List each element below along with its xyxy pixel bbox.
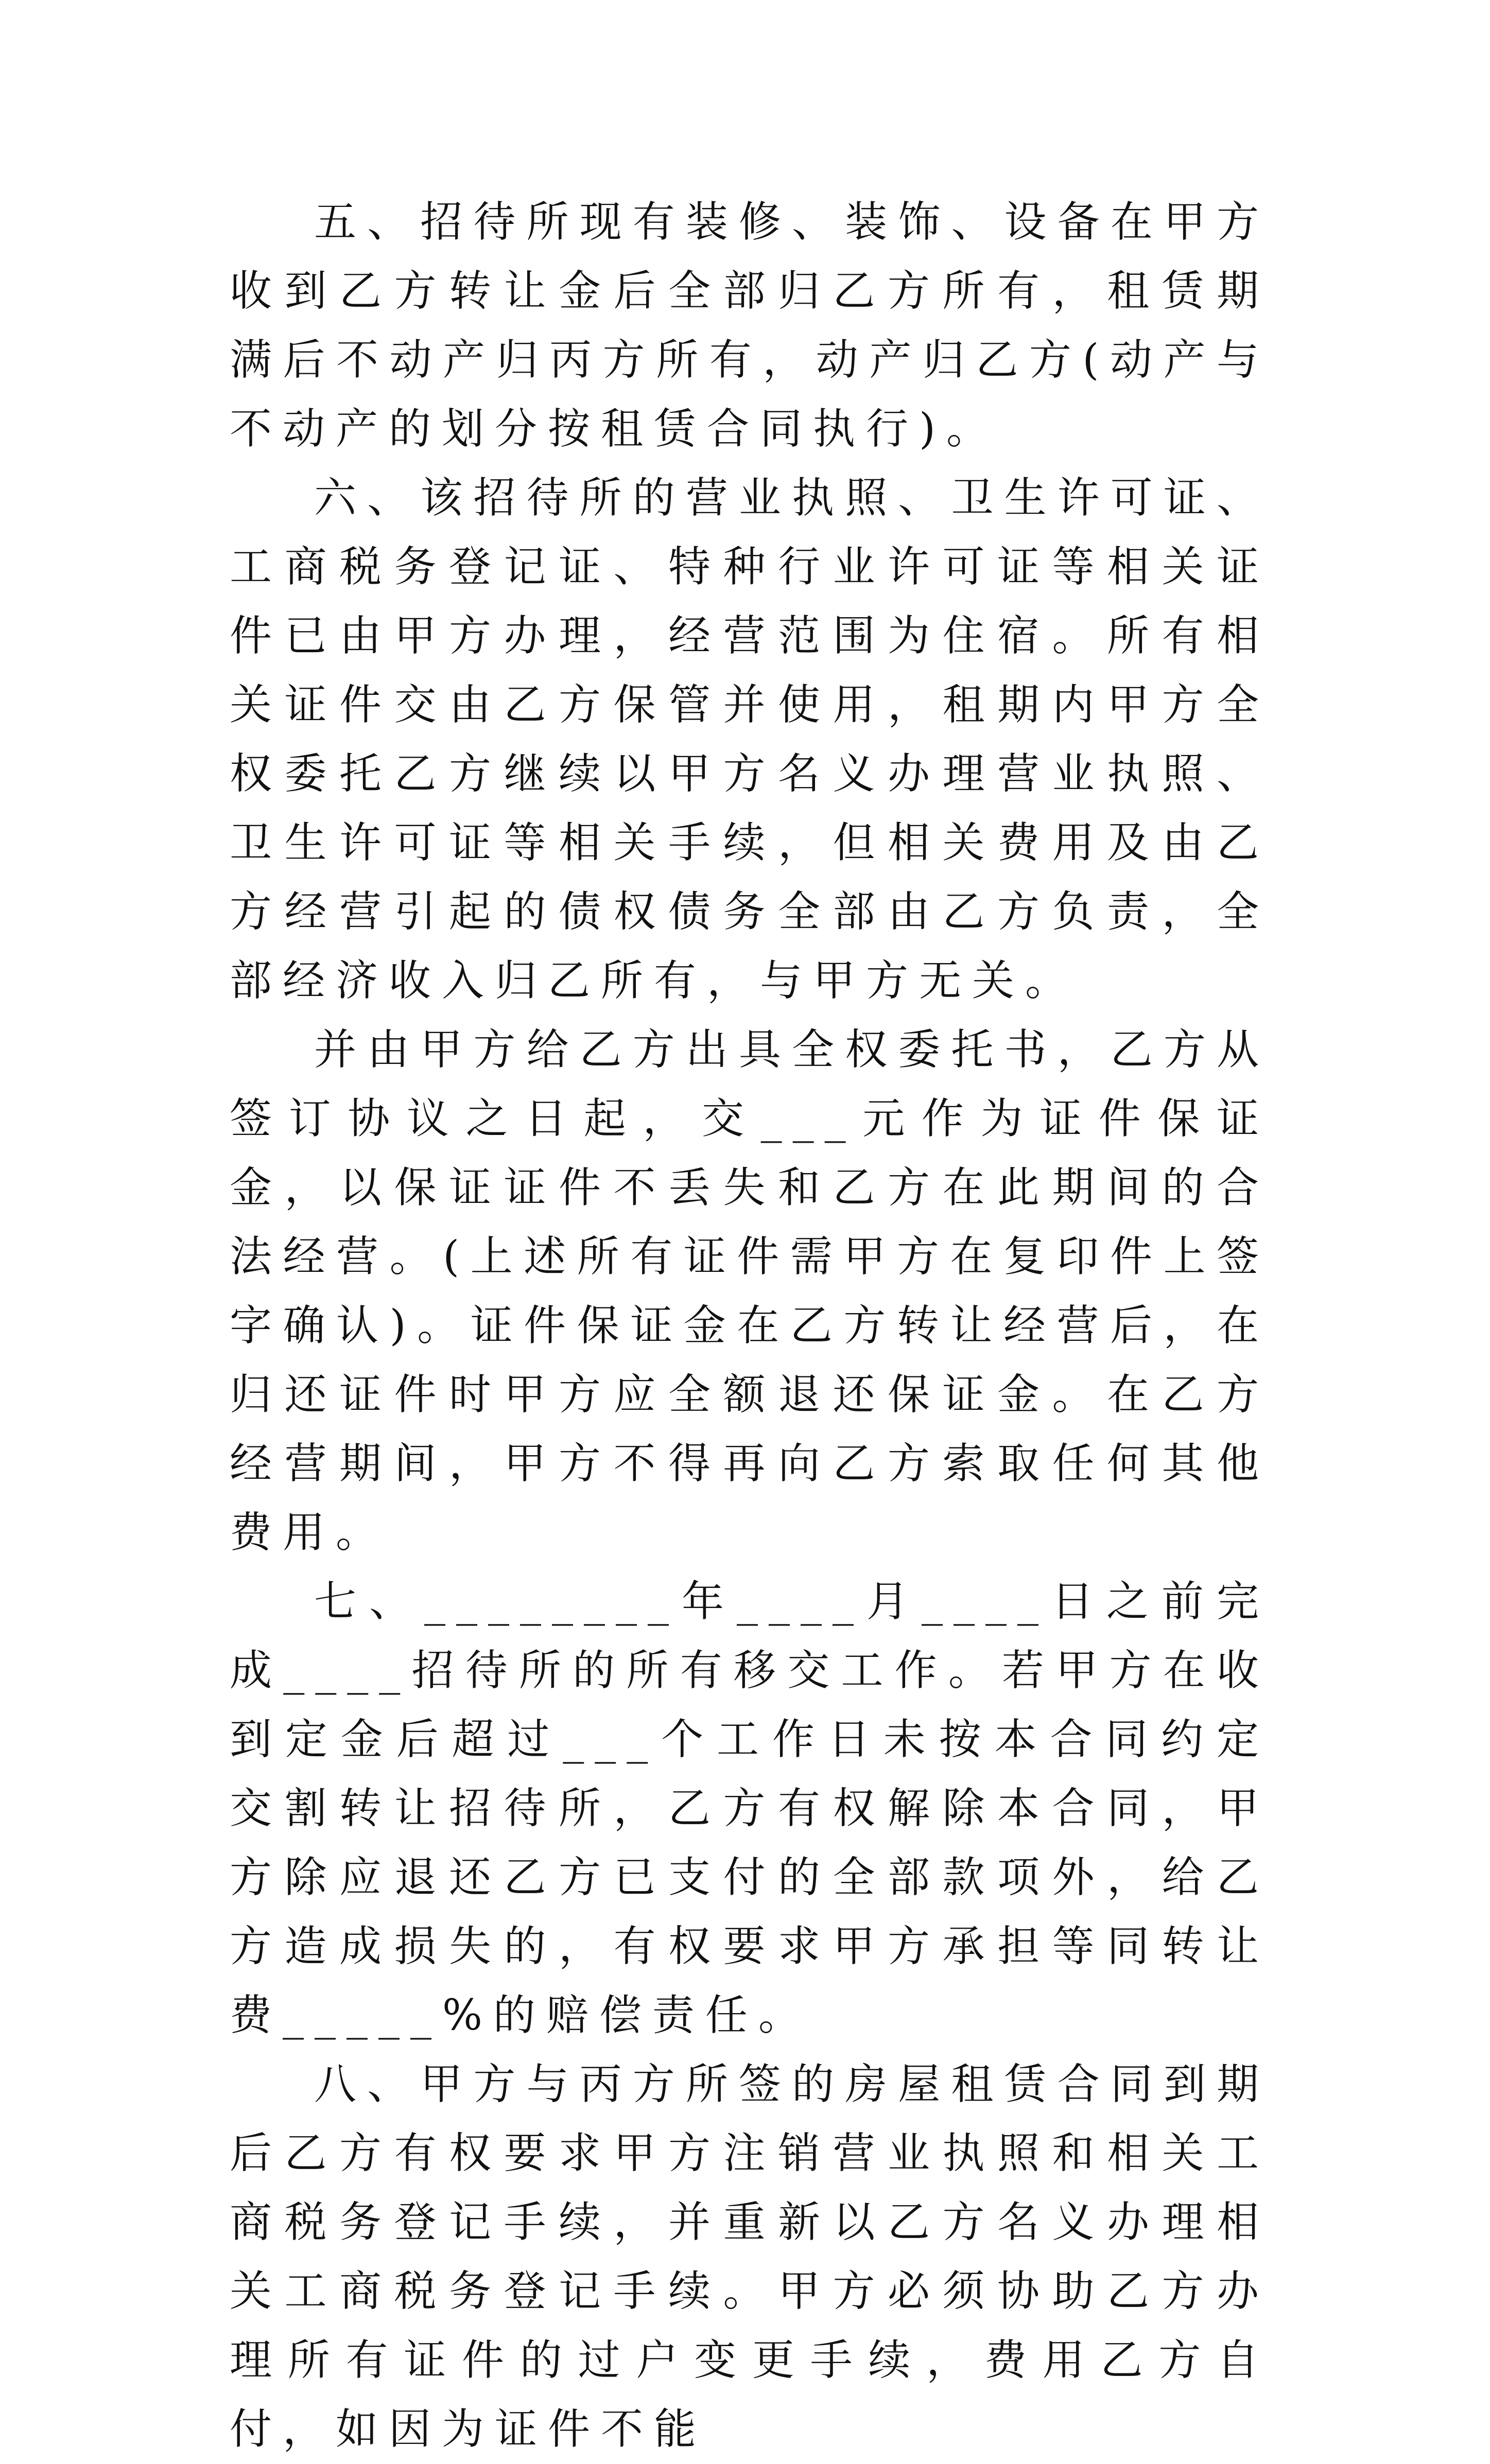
document-body — [230, 188, 1270, 2464]
paragraph-clause-6: 六、该招待所的营业执照、卫生许可证、工商税务登记证、特种行业许可证等相关证件已由甲方办理，经营范围为住宿。所有相关证件交由乙方保管并使用，租期内甲方全权委托乙方继续以甲方名义办理营业执照、卫生许可证等相关手续，但相关费用及由乙方经营引起的债权债务全部由乙方负责，全部经济收入归乙所有，与甲方无关。 — [230, 474, 1270, 1005]
paragraph-clause-5: 五、招待所现有装修、装饰、设备在甲方收到乙方转让金后全部归乙方所有，租赁期满后不动产归丙方所有，动产归乙方(动产与不动产的划分按租赁合同执行)。 — [230, 198, 1270, 453]
paragraph-clause-7: 七、________年____月____日之前完成____招待所的所有移交工作。若甲方在收到定金后超过___个工作日未按本合同约定交割转让招待所，乙方有权解除本合同，甲方除应退还乙方已支付的全部款项外，给乙方造成损失的，有权要求甲方承担等同转让费_____%的赔偿责任。 — [230, 1577, 1270, 2040]
paragraph-clause-6-continued: 并由甲方给乙方出具全权委托书，乙方从签订协议之日起，交___元作为证件保证金，以保证证件不丢失和乙方在此期间的合法经营。(上述所有证件需甲方在复印件上签字确认)。证件保证金在乙方转让经营后，在归还证件时甲方应全额退还保证金。在乙方经营期间，甲方不得再向乙方索取任何其他费用。 — [230, 1025, 1270, 1557]
paragraph-clause-8: 八、甲方与丙方所签的房屋租赁合同到期后乙方有权要求甲方注销营业执照和相关工商税务登记手续，并重新以乙方名义办理相关工商税务登记手续。甲方必须协助乙方办理所有证件的过户变更手续，费用乙方自付，如因为证件不能 — [230, 2060, 1270, 2454]
